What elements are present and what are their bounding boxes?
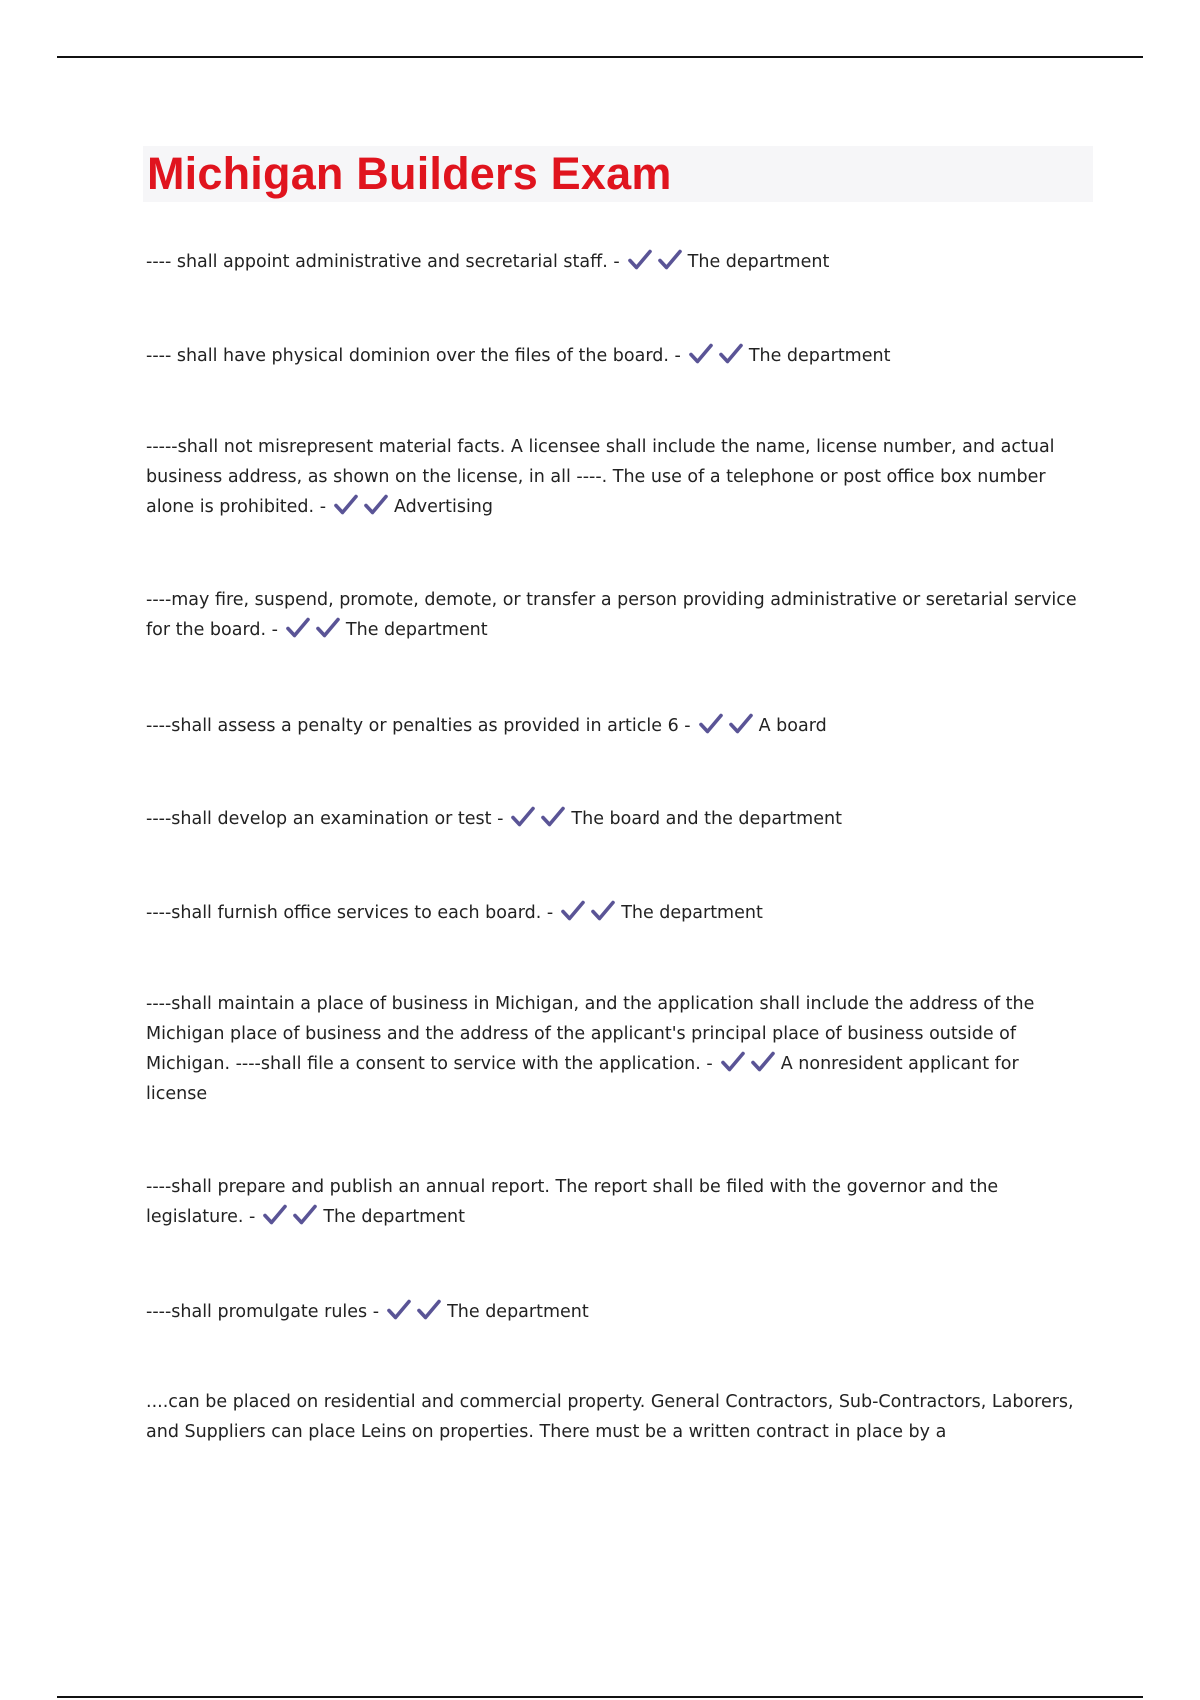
qa-item (146, 585, 1081, 645)
page-top-rule (57, 56, 1143, 58)
question-text: ----shall furnish office services to each board. (146, 903, 542, 923)
check-icon (699, 713, 723, 735)
question-text: ----shall develop an examination or test (146, 809, 492, 829)
qa-item (146, 804, 1081, 834)
question-text: ----may fire, suspend, promote, demote, or transfer a person providing administrative or seretarial service for the board. (146, 590, 1077, 640)
check-icon (751, 1051, 775, 1073)
qa-item (146, 711, 1081, 741)
answer-text: The department (687, 252, 830, 272)
separator: - (546, 903, 554, 923)
question-text: ----shall assess a penalty or penalties as provided in article 6 (146, 716, 679, 736)
check-icon (721, 1051, 745, 1073)
question-text: ----shall maintain a place of business in Michigan, and the application shall include the address of the Michigan place of business and the address of the applicant's principal place of business outside of Michigan. ----shall file a consent to service with the application. (146, 994, 1035, 1074)
separator: - (248, 1207, 256, 1227)
answer-text: Advertising (394, 497, 494, 517)
check-icon (591, 900, 615, 922)
check-icon (729, 713, 753, 735)
qa-item (146, 247, 1081, 277)
check-icon (293, 1204, 317, 1226)
qa-item (146, 432, 1081, 522)
separator: - (684, 716, 691, 736)
check-icon (561, 900, 585, 922)
check-icon (286, 617, 310, 639)
qa-item (146, 1387, 1081, 1447)
question-text: ----shall prepare and publish an annual report. The report shall be filed with the governor and the legislature. (146, 1177, 999, 1227)
answer-text: The department (447, 1302, 589, 1322)
check-icon (511, 806, 535, 828)
question-text: ....can be placed on residential and commercial property. General Contractors, Sub-Contractors, Laborers, and Suppliers can place Leins on properties. There must be a written contract in place by a (146, 1392, 1074, 1442)
check-icon (719, 343, 743, 365)
check-icon (334, 494, 358, 516)
check-icon (387, 1299, 411, 1321)
qa-item (146, 989, 1081, 1109)
check-icon (689, 343, 713, 365)
answer-text: The department (621, 903, 763, 923)
check-icon (364, 494, 388, 516)
question-text: -----shall not misrepresent material facts. A licensee shall include the name, license number, and actual business address, as shown on the license, in all ----. The use of a telephone or post office box number alone is prohibited. (146, 437, 1055, 517)
qa-item (146, 341, 1081, 371)
document-title: Michigan Builders Exam (147, 148, 672, 199)
check-icon (316, 617, 340, 639)
answer-text: A nonresident applicant for license (146, 1054, 1019, 1104)
answer-text: The department (345, 620, 488, 640)
separator: - (497, 809, 504, 829)
answer-text: The department (323, 1207, 465, 1227)
qa-item (146, 1297, 1081, 1327)
separator: - (613, 252, 620, 272)
separator: - (706, 1054, 713, 1074)
question-text: ----shall promulgate rules (146, 1302, 368, 1322)
answer-text: The department (748, 346, 891, 366)
answer-text: A board (758, 716, 827, 736)
separator: - (271, 620, 278, 640)
check-icon (658, 249, 682, 271)
answer-text: The board and the department (571, 809, 842, 829)
page-bottom-rule (57, 1696, 1143, 1698)
check-icon (417, 1299, 441, 1321)
question-text: ---- shall appoint administrative and secretarial staff. (146, 252, 608, 272)
question-text: ---- shall have physical dominion over the files of the board. (146, 346, 669, 366)
separator: - (372, 1302, 380, 1322)
separator: - (319, 497, 327, 517)
check-icon (628, 249, 652, 271)
check-icon (263, 1204, 287, 1226)
qa-item (146, 1172, 1081, 1232)
separator: - (674, 346, 681, 366)
check-icon (541, 806, 565, 828)
qa-item (146, 898, 1081, 928)
